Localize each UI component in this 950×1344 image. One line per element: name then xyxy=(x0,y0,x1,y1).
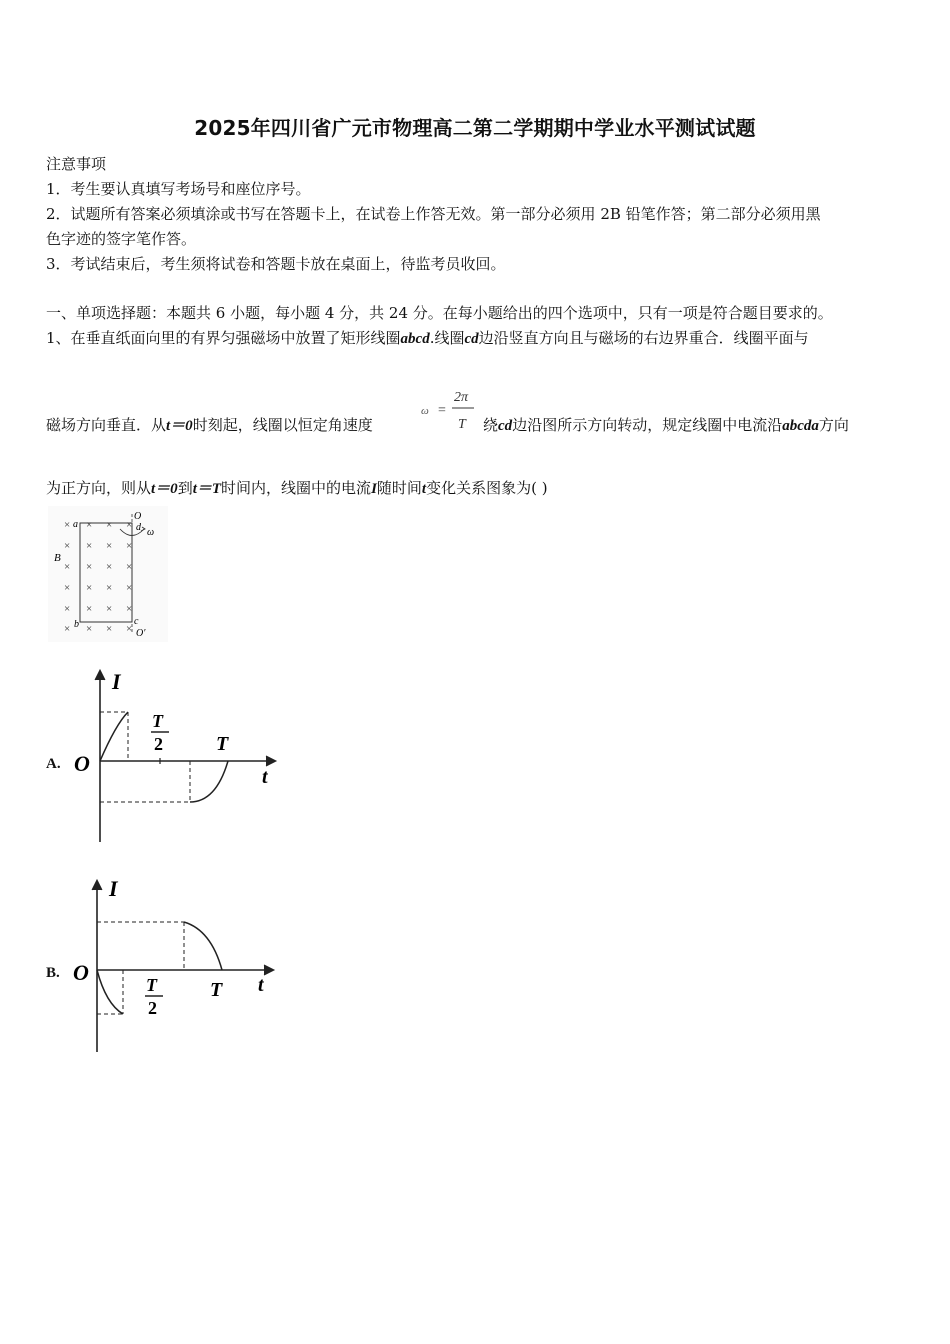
curve-negative xyxy=(97,970,123,1014)
origin-label: O xyxy=(73,960,89,985)
section-heading: 一、单项选择题：本题共 6 小题，每小题 4 分，共 24 分。在每小题给出的四个选项中，只有一项是符合题目要求的。 xyxy=(46,304,833,322)
curve-positive xyxy=(184,922,222,970)
question-line xyxy=(46,477,548,498)
field-cross: × xyxy=(126,540,133,552)
field-cross: × xyxy=(64,582,71,594)
question-var: cd xyxy=(498,418,513,434)
question-var: abcda xyxy=(782,418,819,434)
question-text: 时间内，线圈中的电流 xyxy=(221,479,372,497)
notice-item: 色字迹的签字笔作答。 xyxy=(46,230,197,248)
option-a-graph[interactable] xyxy=(66,664,286,846)
axis-label-I: I xyxy=(112,669,121,694)
formula-numerator: 2π xyxy=(454,390,469,405)
question-var: t＝T xyxy=(192,481,222,497)
label-c: c xyxy=(134,616,139,627)
field-cross: × xyxy=(64,623,71,635)
field-cross: × xyxy=(126,561,133,573)
y-axis-arrow xyxy=(95,670,105,680)
axis-label-I: I xyxy=(109,876,118,901)
half-period-num: T xyxy=(152,711,163,731)
question-text: 边沿竖直方向且与磁场的右边界重合．线圈平面与 xyxy=(478,329,809,347)
x-axis-arrow xyxy=(266,756,276,766)
notice-item: 2．试题所有答案必须填涂或书写在答题卡上，在试卷上作答无效。第一部分必须用 2B 铅笔作答；第二部分必须用黑 xyxy=(46,205,821,223)
question-text: 磁场方向垂直．从 xyxy=(46,416,167,434)
field-cross: × xyxy=(106,561,113,573)
question-text: 为正方向，则从 xyxy=(46,479,152,497)
axis-label-t: t xyxy=(258,974,264,996)
question-line xyxy=(46,327,809,348)
label-omega: ω xyxy=(147,527,155,538)
question-var: abcd xyxy=(400,331,430,347)
field-cross: × xyxy=(86,623,93,635)
question-var: t＝0 xyxy=(151,481,178,497)
curve-negative xyxy=(190,761,228,802)
question-text: 到 xyxy=(177,479,193,497)
field-cross: × xyxy=(86,519,93,531)
question-line xyxy=(46,414,373,435)
field-cross: × xyxy=(106,603,113,615)
field-cross: × xyxy=(86,603,93,615)
question-text: 方向 xyxy=(818,416,849,434)
question-var: I xyxy=(371,481,377,497)
half-period-den: 2 xyxy=(154,734,163,754)
field-cross: × xyxy=(106,623,113,635)
question-text: 时刻起，线圈以恒定角速度 xyxy=(192,416,373,434)
field-cross: × xyxy=(64,603,71,615)
question-text: 随时间 xyxy=(376,479,422,497)
label-a: a xyxy=(73,519,78,530)
question-text: 1、在垂直纸面向里的有界匀强磁场中放置了矩形线圈 xyxy=(46,329,401,347)
question-text: .线圈 xyxy=(429,329,465,347)
half-period-den: 2 xyxy=(148,998,157,1018)
magnetic-field-figure xyxy=(48,506,168,642)
field-cross: × xyxy=(106,519,113,531)
field-cross: × xyxy=(64,540,71,552)
option-a-label[interactable]: A. xyxy=(46,756,61,772)
question-var: cd xyxy=(464,331,479,347)
field-cross: × xyxy=(106,540,113,552)
formula-equals: = xyxy=(438,403,446,418)
field-cross: × xyxy=(126,603,133,615)
question-text: 边沿图所示方向转动，规定线圈中电流沿 xyxy=(512,416,783,434)
notice-item: 3．考试结束后，考生须将试卷和答题卡放在桌面上，待监考员收回。 xyxy=(46,255,506,273)
question-text: 变化关系图象为( ) xyxy=(426,479,548,497)
axis-label-t: t xyxy=(262,766,268,788)
omega-formula xyxy=(418,385,480,437)
label-O-prime: O′ xyxy=(136,628,146,639)
y-axis-arrow xyxy=(92,880,102,890)
x-axis-arrow xyxy=(264,965,274,975)
period-label: T xyxy=(216,733,229,755)
field-cross: × xyxy=(64,519,71,531)
field-cross: × xyxy=(126,623,133,635)
period-label: T xyxy=(210,979,223,1001)
option-b-graph[interactable] xyxy=(66,874,286,1056)
half-period-num: T xyxy=(146,975,157,995)
label-O: O xyxy=(134,511,142,522)
label-b: b xyxy=(74,619,79,630)
option-b-label[interactable]: B. xyxy=(46,965,60,981)
label-B: B xyxy=(54,552,61,564)
page-title: 2025年四川省广元市物理高二第二学期期中学业水平测试试题 xyxy=(194,116,756,140)
field-cross: × xyxy=(86,561,93,573)
label-d: d xyxy=(136,522,141,533)
field-cross: × xyxy=(86,582,93,594)
notice-item: 1．考生要认真填写考场号和座位序号。 xyxy=(46,180,311,198)
curve-rise xyxy=(100,712,128,761)
field-cross: × xyxy=(126,582,133,594)
field-cross: × xyxy=(64,561,71,573)
formula-denominator: T xyxy=(458,417,466,432)
formula-omega: ω xyxy=(421,405,429,417)
question-line xyxy=(483,414,849,435)
field-cross: × xyxy=(126,519,133,531)
notice-heading: 注意事项 xyxy=(46,155,107,173)
question-var: t＝0 xyxy=(166,418,193,434)
field-cross: × xyxy=(86,540,93,552)
origin-label: O xyxy=(74,751,90,776)
question-text: 绕 xyxy=(483,416,499,434)
question-var: t xyxy=(421,481,427,497)
field-cross: × xyxy=(106,582,113,594)
